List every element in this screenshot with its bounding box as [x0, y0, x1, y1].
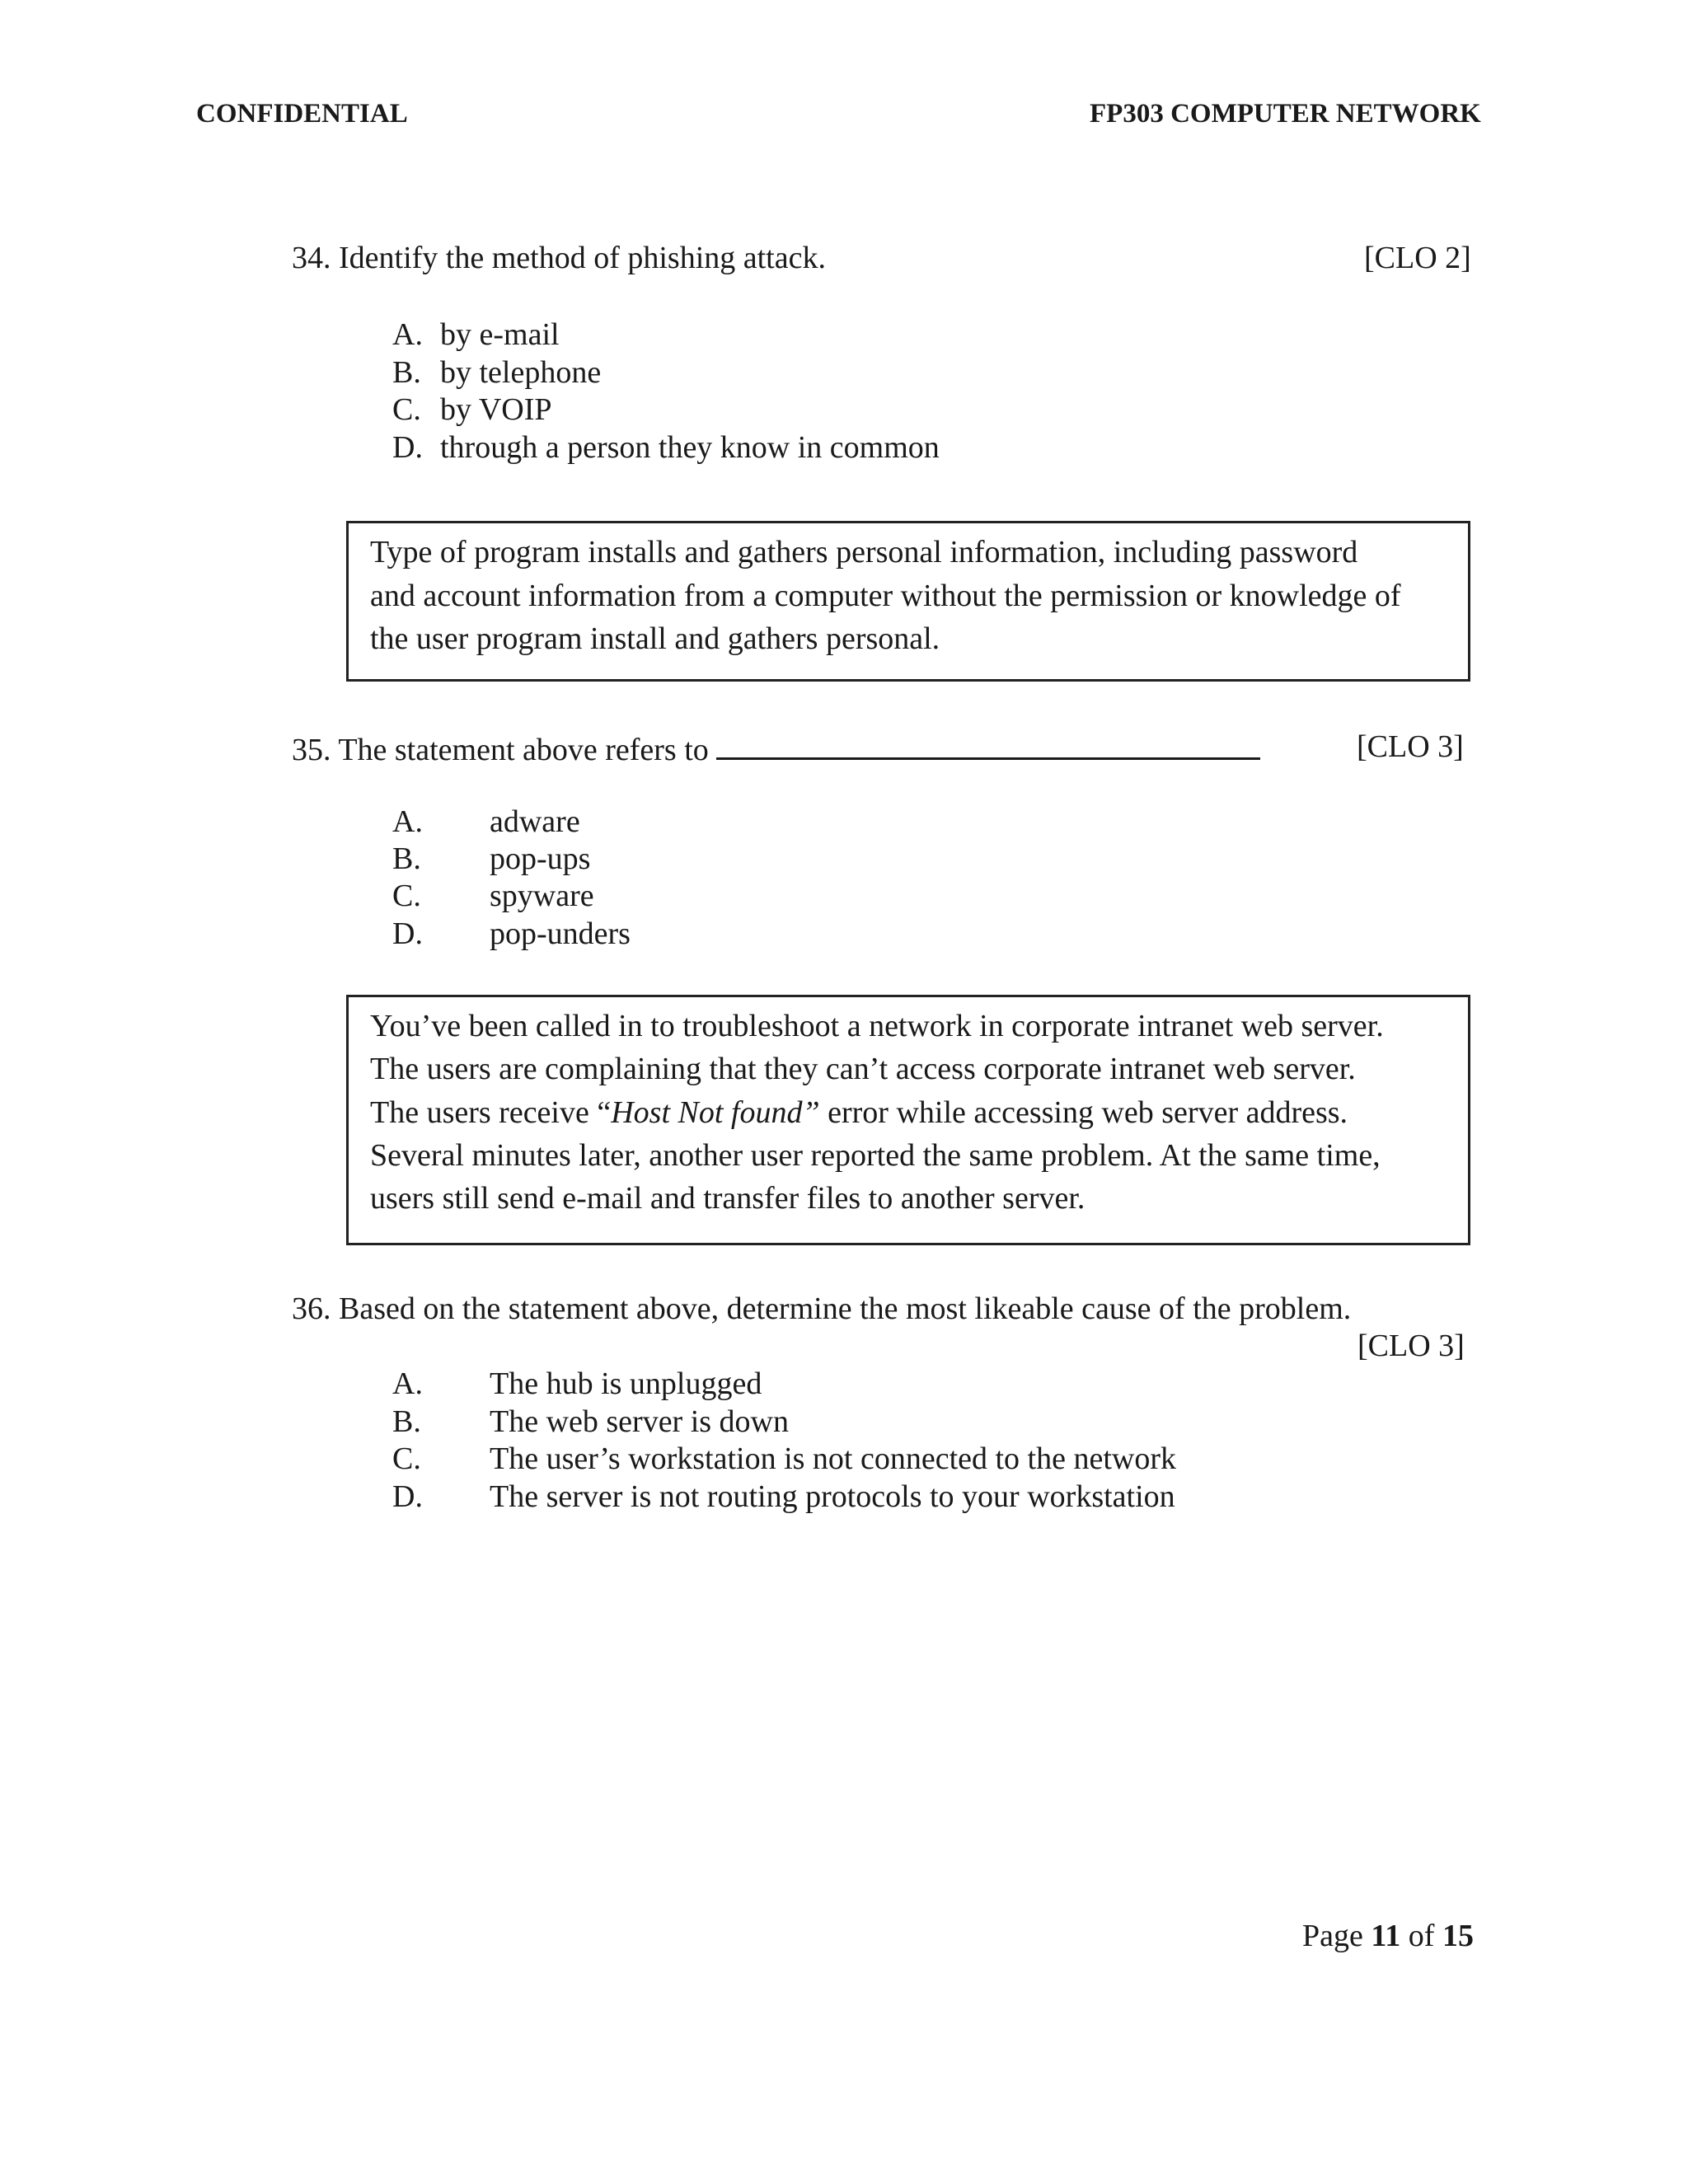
statement-box-troubleshoot: [346, 995, 1470, 1245]
q36-option-b-letter: B.: [392, 1404, 421, 1439]
page-current: 11: [1371, 1919, 1401, 1953]
header-confidential: CONFIDENTIAL: [196, 99, 408, 129]
q34-option-c-letter: C.: [392, 392, 421, 427]
q35-answer-blank: [716, 728, 1260, 760]
q35-option-d-text: pop-unders: [490, 916, 631, 951]
page-of-word: of: [1408, 1919, 1435, 1953]
q35-option-c-letter: C.: [392, 879, 421, 913]
q36-option-c-letter: C.: [392, 1441, 421, 1476]
box2-line-3-post: error while accessing web server address.: [819, 1095, 1348, 1130]
box2-line-4: Several minutes later, another user reported the same problem. At the same time,: [370, 1138, 1381, 1173]
box2-line-1: You’ve been called in to troubleshoot a network in corporate intranet web server.: [370, 1009, 1384, 1043]
q34-option-d-letter: D.: [392, 430, 423, 465]
q35-option-d-letter: D.: [392, 916, 423, 951]
q34-clo: [CLO 2]: [1364, 241, 1471, 275]
page-number: [1302, 1917, 1474, 1955]
box1-line-2: and account information from a computer without the permission or knowledge of: [370, 579, 1401, 613]
box2-line-3: [370, 1094, 1348, 1131]
q35-stem: 35. The statement above refers to: [292, 733, 709, 767]
q36-clo: [CLO 3]: [1357, 1329, 1465, 1363]
q35-option-b-text: pop-ups: [490, 841, 591, 876]
box2-line-5: users still send e-mail and transfer files to another server.: [370, 1181, 1085, 1216]
box2-line-3-pre: The users receive “: [370, 1095, 612, 1130]
box2-error-message: Host Not found”: [611, 1095, 820, 1130]
q36-option-c-text: The user’s workstation is not connected to the network: [490, 1441, 1176, 1476]
q34-option-b-text: by telephone: [440, 355, 602, 390]
q36-option-d-text: The server is not routing protocols to your workstation: [490, 1479, 1175, 1514]
q36-option-b-text: The web server is down: [490, 1404, 790, 1439]
q34-option-b-letter: B.: [392, 355, 421, 390]
q34-option-d-text: through a person they know in common: [440, 430, 940, 465]
q35-option-b-letter: B.: [392, 841, 421, 876]
q36-option-a-letter: A.: [392, 1366, 423, 1401]
q36-option-a-text: The hub is unplugged: [490, 1366, 762, 1401]
q34-stem: 34. Identify the method of phishing attack.: [292, 241, 826, 275]
statement-box-spyware: [346, 521, 1470, 682]
q35-stem-row: [292, 728, 1260, 769]
page-total: 15: [1442, 1919, 1474, 1953]
box1-line-1: Type of program installs and gathers personal information, including password: [370, 535, 1358, 569]
q36-option-d-letter: D.: [392, 1479, 423, 1514]
box1-line-3: the user program install and gathers personal.: [370, 621, 940, 656]
q35-clo: [CLO 3]: [1357, 729, 1464, 764]
q34-option-c-text: by VOIP: [440, 392, 552, 427]
q34-option-a-letter: A.: [392, 317, 423, 352]
q35-option-a-letter: A.: [392, 804, 423, 839]
header-course-title: FP303 COMPUTER NETWORK: [1090, 99, 1481, 129]
q36-stem: 36. Based on the statement above, determine the most likeable cause of the problem.: [292, 1291, 1352, 1326]
q35-option-a-text: adware: [490, 804, 580, 839]
q34-option-a-text: by e-mail: [440, 317, 560, 352]
q35-option-c-text: spyware: [490, 879, 594, 913]
box2-line-2: The users are complaining that they can’t access corporate intranet web server.: [370, 1052, 1356, 1086]
page-word: Page: [1302, 1919, 1363, 1953]
